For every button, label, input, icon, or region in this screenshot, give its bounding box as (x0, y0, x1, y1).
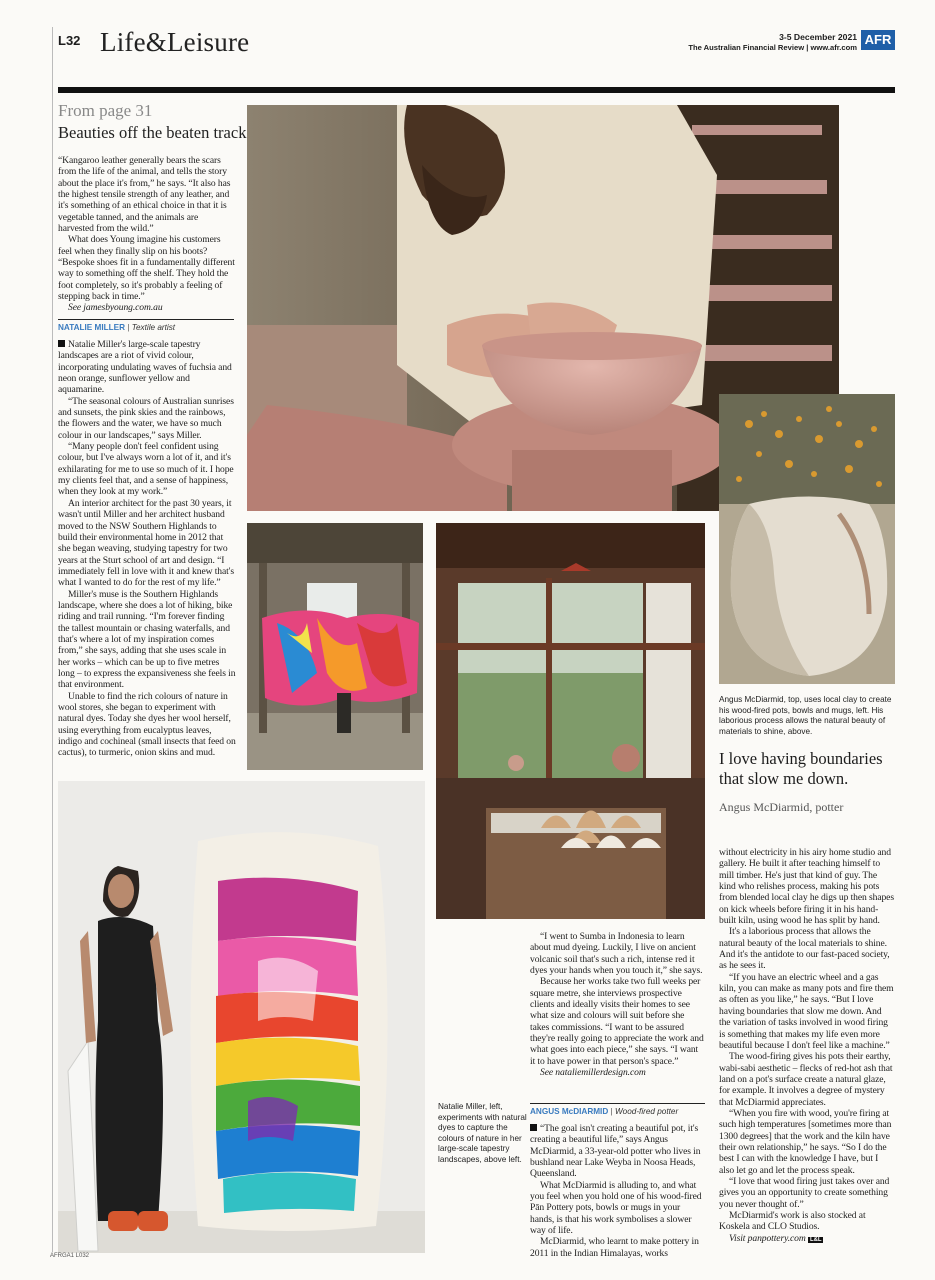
paragraph: “I love that wood firing just takes over and gives you an opportunity to create something you never thought of.” (719, 1175, 890, 1210)
photo-tapestry-barn (247, 523, 423, 770)
paragraph: “The goal isn't creating a beautiful pot, it's creating a beautiful life,” says Angus McDiarmid, a 33-year-old potter who lives in bushland near Lake Weyba in Noosa Heads, Queensland. (530, 1123, 701, 1180)
header-date: 3-5 December 2021 (779, 32, 857, 42)
paragraph: Because her works take two full weeks per square metre, she interviews prospective clients and ideally visits their homes to see what size and colours will suit before she takes commissions. “I want to be assured they're really going to appreciate the work and what goes into each piece,” she says. “I want it to have power in that person's space.” (530, 976, 704, 1067)
paragraph: It's a laborious process that allows the natural beauty of the local materials to shine. And it's the antidote to our fast-paced society, as he sees it. (719, 926, 890, 972)
page-left-border (52, 27, 53, 1252)
afr-logo: AFR (861, 30, 895, 50)
link-signoff (719, 1233, 895, 1246)
paragraph: “I went to Sumba in Indonesia to learn about mud dyeing. Luckily, I live on ancient volcanic soil that's such a rich, intense red it dyes your hands when you touch it,” she says. (530, 931, 703, 977)
photo-vase-flowers (719, 394, 895, 684)
pull-quote: I love having boundaries that slow me down. (719, 749, 883, 788)
from-page-label: From page 31 (58, 101, 153, 120)
paragraph: McDiarmid, who learnt to make pottery in 2011 in the Indian Himalayas, works (530, 1236, 699, 1259)
end-mark: L&L (810, 1236, 822, 1243)
header-publication: The Australian Financial Review | www.afr.com (688, 43, 857, 52)
byline-role: Wood-fired potter (614, 1107, 679, 1116)
col-right-text (719, 847, 895, 1246)
col1-natalie-text (58, 339, 236, 759)
pull-quote-attribution: Angus McDiarmid, potter (719, 800, 844, 814)
footer-code: AFRGA1 L032 (50, 1253, 90, 1259)
photo-studio-interior (436, 523, 705, 919)
link-signoff[interactable]: See jamesbyoung.com.au (68, 302, 163, 314)
section-marker (58, 340, 65, 347)
paragraph: Miller's muse is the Southern Highlands landscape, where she does a lot of hiking, bike riding and trail running. “I'm forever finding the tallest mountain or chasing waterfalls, and that's where a lot of my inspiration comes from,” she says, adding that she uses scale in her works – which can be up to five metres long – to express the expansiveness she feels in that environment. (58, 588, 236, 691)
link-signoff[interactable]: See nataliemillerdesign.com (540, 1067, 646, 1079)
paragraph: Natalie Miller's large-scale tapestry landscapes are a riot of vivid colour, incorporating undulating waves of fuchsia and neon orange, sunflower yellow and aquamarine. (58, 339, 232, 396)
col-mid-text (530, 931, 705, 1078)
website-link[interactable]: Visit panpottery.com (729, 1232, 806, 1244)
page-number: L32 (58, 33, 81, 48)
byline-name: NATALIE MILLER (58, 323, 126, 332)
paragraph: The wood-firing gives his pots their earthy, wabi-sabi aesthetic – flecks of red-hot ash that land on a pot's surface create a natural glaze, for example. It involves a degree of mystery that McDiarmid appreciates. (719, 1051, 893, 1108)
section-title: Life&Leisure (100, 27, 250, 57)
photo-natalie-miller (58, 781, 425, 1253)
col1-top-text (58, 155, 236, 314)
paragraph: What does Young imagine his customers feel when they finally slip on his boots? “Bespoke shoes fit in a fundamentally different way to something off the shelf. They hold the foot completely, so it's probably a feeling of stepping back in time.” (58, 234, 235, 303)
section-marker (530, 1124, 537, 1131)
paragraph: “Many people don't feel confident using colour, but I've always worn a lot of it, and it's exhilarating for me to use so much of it. I hope my clients feel that, and a sense of happiness, when they look at my work.” (58, 441, 234, 498)
caption-angus: Angus McDiarmid, top, uses local clay to create his wood-fired pots, bowls and mugs, left. His laborious process allows the natural beauty of materials to shine, above. (719, 695, 892, 736)
byline-name: ANGUS McDIARMID (530, 1107, 609, 1116)
paragraph: “Kangaroo leather generally bears the scars from the life of the animal, and tells the story about the place it's from,” he says. “It also has the highest tensile strength of any leather, and it's something of an ethical choice in that it is vegetable tanned, and the animals are harvested from the wild.” (58, 155, 231, 235)
continuation-headline: Beauties off the beaten track (58, 123, 247, 142)
paragraph: McDiarmid's work is also stocked at Koskela and CLO Studios. (719, 1210, 866, 1233)
paragraph: An interior architect for the past 30 years, it wasn't until Miller and her architect husband moved to the NSW Southern Highlands to build their environmental home in 2012 that she began weaving, studying tapestry for two years at the Sturt school of art and design. “I immediately fell in love with it and knew that's what I wanted to do for the rest of my life.” (58, 497, 234, 589)
caption-natalie: Natalie Miller, left, experiments with natural dyes to capture the colours of nature in her large-scale tapestry landscapes, above left. (438, 1102, 527, 1164)
byline-role: Textile artist (131, 323, 176, 332)
paragraph: “The seasonal colours of Australian sunrises and sunsets, the pink skies and the rainbows, the flowers and the water, we have so much colour in our landscapes,” says Miller. (58, 395, 234, 441)
paragraph: “When you fire with wood, you're firing at such high temperatures [sometimes more than 1300 degrees] that the work and the kiln have their own relationship,” he says. “So I do the best I can with the knowledge I have, but I also let go and let the process speak. (719, 1107, 892, 1176)
natalie-byline: NATALIE MILLER | Textile artist (58, 319, 234, 332)
paragraph: What McDiarmid is alluding to, and what you feel when you hold one of his wood-fired Pān Pottery pots, bowls or mugs in your hands, is that his work symbolises a slower way of life. (530, 1179, 702, 1237)
paragraph: Unable to find the rich colours of nature in wool stores, she began to experiment with natural dyes. Today she dyes her wool herself, using everything from eucalyptus leaves, indigo and cochineal (small insects that feed on cactus), to turmeric, onion skins and mud. (58, 690, 236, 759)
col-mid-angus-text (530, 1123, 705, 1259)
paragraph: without electricity in his airy home studio and gallery. He built it after teaching himself to mill timber. He's just that kind of guy. The kind who relishes process, making his pots from blended local clay he digs up then shapes on kick wheels before firing it in his hand-built kiln, using wood he has split by hand. (719, 847, 894, 927)
angus-byline: ANGUS McDIARMID | Wood-fired potter (530, 1103, 705, 1116)
header-rule (58, 87, 895, 93)
paragraph: “If you have an electric wheel and a gas kiln, you can make as many pots and fire them as often as you like,” he says. “But I love having boundaries that slow me down. And the variation of tasks involved in wood firing is something that makes my life even more beautiful because I don't feel like a machine.” (719, 971, 894, 1051)
